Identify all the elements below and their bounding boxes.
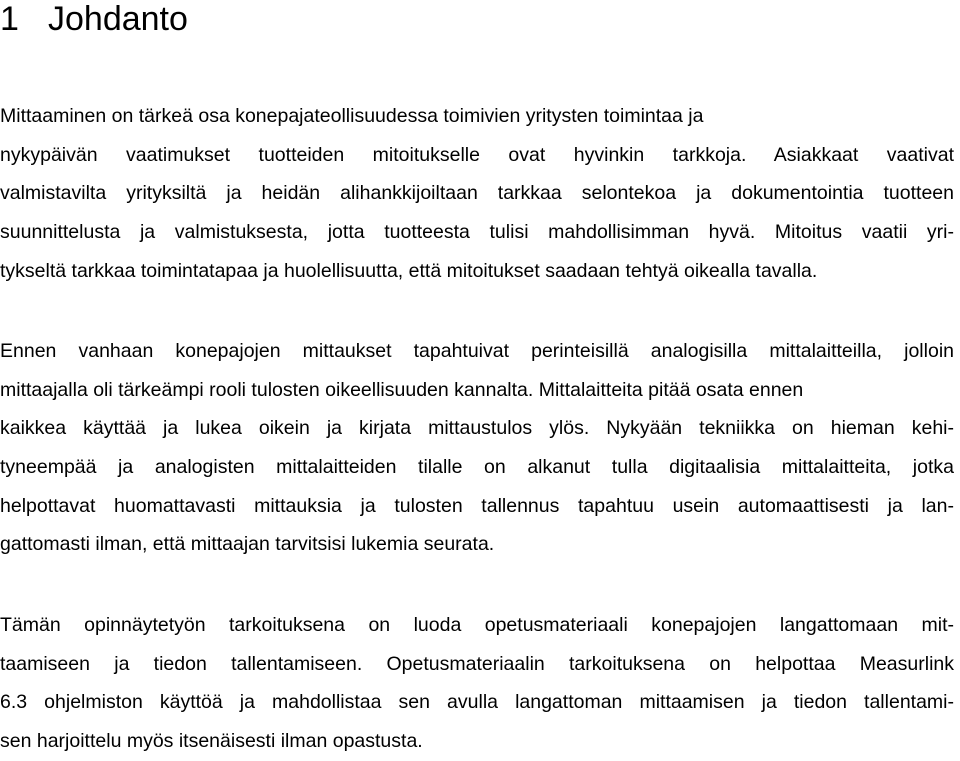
chapter-number: 1 bbox=[0, 0, 19, 38]
text-line: nykypäivän vaatimukset tuotteiden mitoitukselle ovat hyvinkin tarkkoja. Asiakkaat vaativat bbox=[0, 143, 954, 166]
text-line: suunnittelusta ja valmistuksesta, jotta tuotteesta tulisi mahdollisimman hyvä. Mitoitus vaatii yri- bbox=[0, 221, 954, 244]
chapter-title: Johdanto bbox=[48, 0, 188, 38]
text-line: sen harjoittelu myös itsenäisesti ilman opastusta. bbox=[0, 730, 423, 753]
paragraph bbox=[0, 606, 954, 761]
chapter-heading bbox=[0, 0, 188, 42]
text-line: mittaajalla oli tärkeämpi rooli tulosten oikeellisuuden kannalta. Mittalaitteita pitää osata ennen bbox=[0, 378, 804, 401]
paragraph bbox=[0, 332, 954, 564]
text-line: valmistavilta yrityksiltä ja heidän alihankkijoiltaan tarkkaa selontekoa ja dokumentointia tuotteen bbox=[0, 182, 954, 205]
text-line: Tämän opinnäytetyön tarkoituksena on luoda opetusmateriaali konepajojen langattomaan mit- bbox=[0, 614, 954, 636]
paragraph bbox=[0, 97, 954, 290]
text-line: kaikkea käyttää ja lukea oikein ja kirjata mittaustulos ylös. Nykyään tekniikka on hieman kehi- bbox=[0, 417, 954, 440]
text-line: 6.3 ohjelmiston käyttöä ja mahdollistaa sen avulla langattoman mittaamisen ja tiedon tallentami- bbox=[0, 691, 954, 714]
text-line: Mittaaminen on tärkeä osa konepajateollisuudessa toimivien yritysten toimintaa ja bbox=[0, 105, 704, 127]
text-line: tykseltä tarkkaa toimintatapaa ja huolellisuutta, että mitoitukset saadaan tehtyä oikealla tavalla. bbox=[0, 259, 818, 282]
text-line: helpottavat huomattavasti mittauksia ja tulosten tallennus tapahtuu usein automaattisesti ja lan- bbox=[0, 494, 954, 517]
text-line: tyneempää ja analogisten mittalaitteiden tilalle on alkanut tulla digitaalisia mittalaitteita, jotka bbox=[0, 456, 954, 479]
text-line: Ennen vanhaan konepajojen mittaukset tapahtuivat perinteisillä analogisilla mittalaitteilla, jolloin bbox=[0, 340, 954, 362]
text-line: gattomasti ilman, että mittaajan tarvitsisi lukemia seurata. bbox=[0, 533, 495, 556]
text-line: taamiseen ja tiedon tallentamiseen. Opetusmateriaalin tarkoituksena on helpottaa Measurlink bbox=[0, 652, 954, 675]
